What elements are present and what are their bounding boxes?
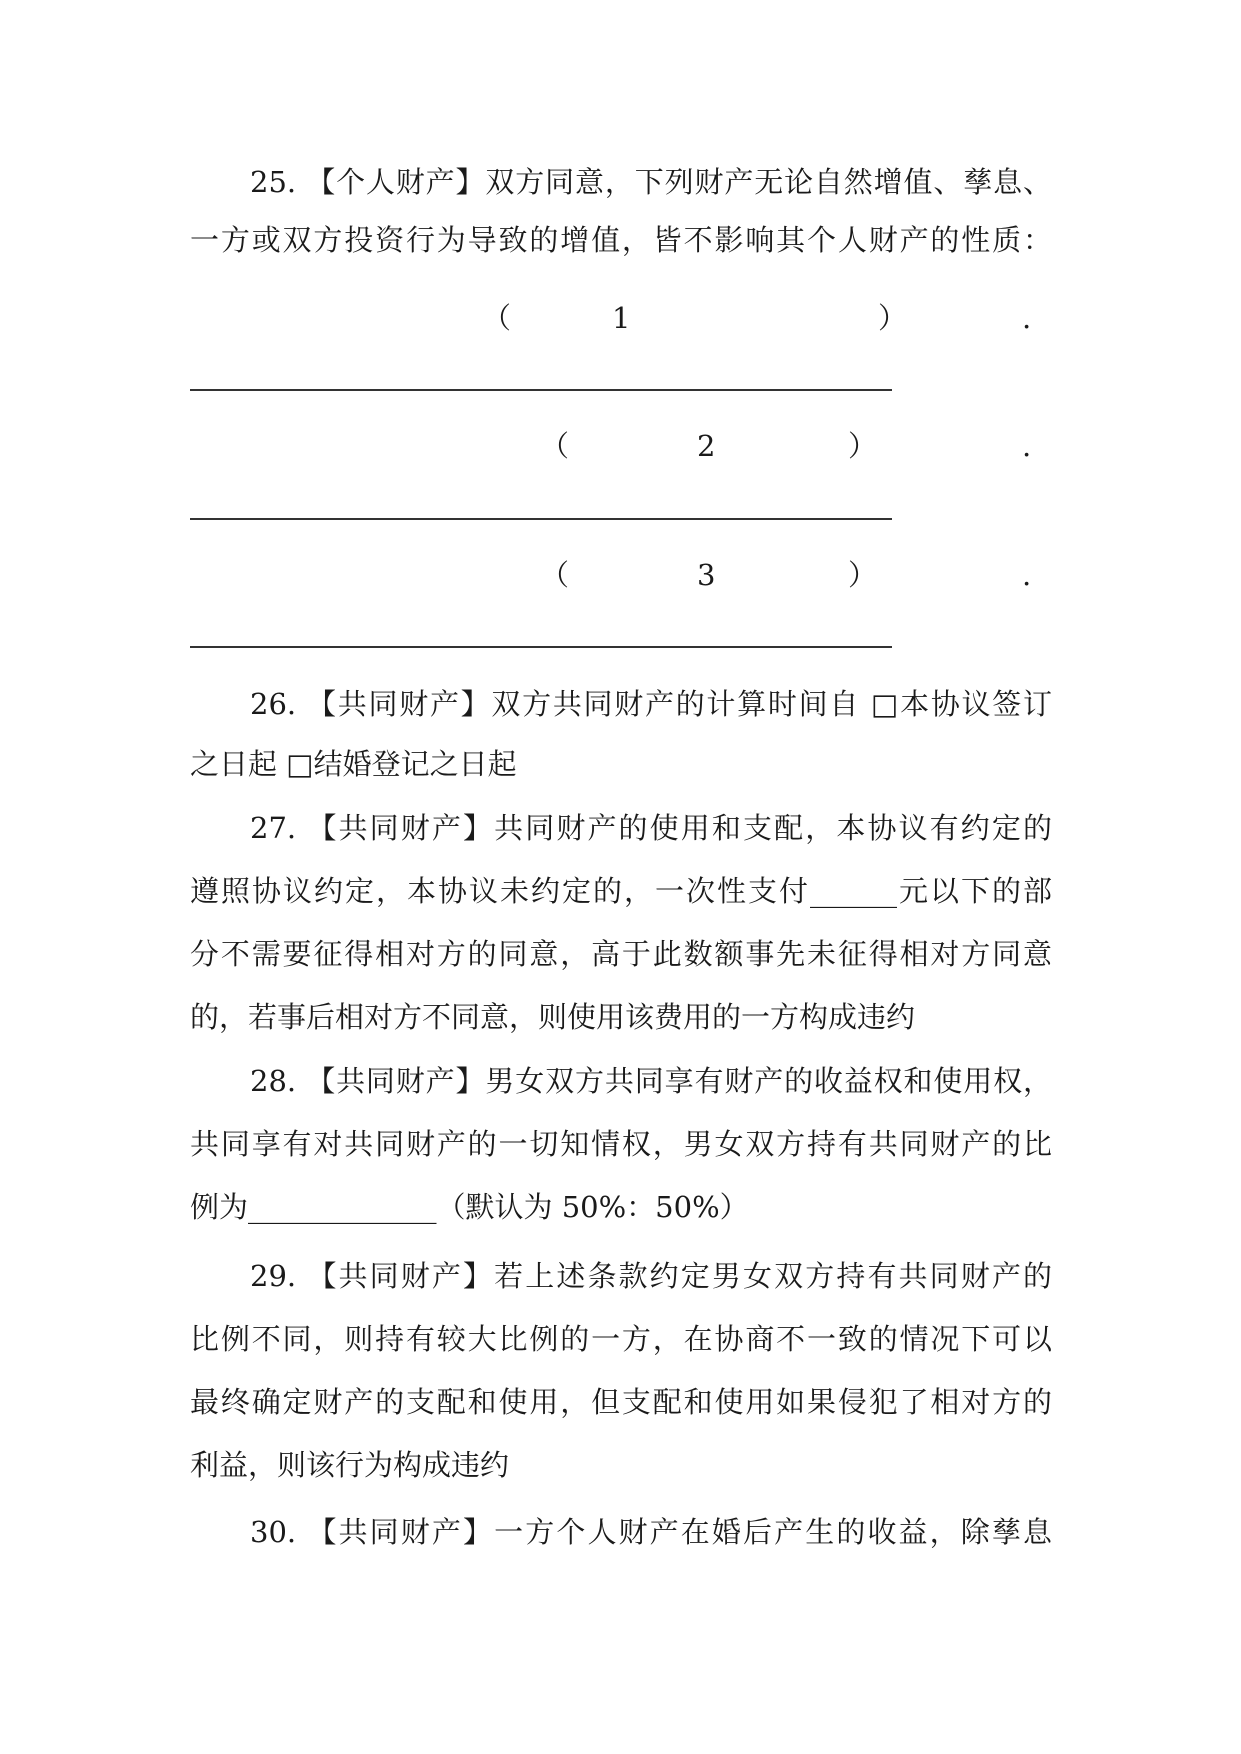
item-2-dot: . — [1022, 429, 1032, 463]
clause-27-line-2: 遵照协议约定，本协议未约定的，一次性支付______元以下的部 — [190, 874, 1052, 908]
item-1-dot: . — [1022, 301, 1032, 335]
clause-29-line-3: 最终确定财产的支配和使用，但支配和使用如果侵犯了相对方的 — [190, 1385, 1052, 1419]
clause-27-line-3: 分不需要征得相对方的同意，高于此数额事先未征得相对方同意 — [190, 937, 1052, 971]
item-1-blank-line — [190, 389, 892, 391]
item-3-blank-line — [190, 646, 892, 648]
item-2-number: 2 — [697, 429, 716, 463]
item-3-dot: . — [1022, 558, 1032, 592]
clause-28-line-2: 共同享有对共同财产的一切知情权，男女双方持有共同财产的比 — [190, 1127, 1052, 1161]
clause-27-line-4: 的，若事后相对方不同意，则使用该费用的一方构成违约 — [190, 1000, 916, 1034]
item-2-open-paren: （ — [540, 429, 570, 463]
clause-29-line-1: 29. 【共同财产】若上述条款约定男女双方持有共同财产的 — [250, 1259, 1052, 1293]
item-1-open-paren: （ — [482, 301, 512, 335]
clause-28-line-3: 例为_____________（默认为 50%：50%） — [190, 1190, 749, 1224]
clause-26-line-2: 之日起 □结婚登记之日起 — [190, 747, 517, 781]
clause-25-line-1: 25. 【个人财产】双方同意，下列财产无论自然增值、孳息、 — [250, 165, 1052, 199]
item-3-close-paren: ） — [848, 558, 878, 592]
item-3-open-paren: （ — [540, 558, 570, 592]
clause-28-line-1: 28. 【共同财产】男女双方共同享有财产的收益权和使用权， — [250, 1064, 1052, 1098]
item-3-number: 3 — [697, 558, 716, 592]
item-1-number: 1 — [612, 301, 631, 335]
clause-25-line-2: 一方或双方投资行为导致的增值，皆不影响其个人财产的性质： — [190, 223, 1052, 257]
item-2-close-paren: ） — [848, 429, 878, 463]
item-2-blank-line — [190, 518, 892, 520]
clause-26-line-1: 26. 【共同财产】双方共同财产的计算时间自 □本协议签订 — [250, 687, 1052, 721]
clause-29-line-2: 比例不同，则持有较大比例的一方，在协商不一致的情况下可以 — [190, 1322, 1052, 1356]
clause-27-line-1: 27. 【共同财产】共同财产的使用和支配，本协议有约定的 — [250, 811, 1052, 845]
item-1-close-paren: ） — [878, 301, 908, 335]
clause-30-line-1: 30. 【共同财产】一方个人财产在婚后产生的收益，除孳息 — [250, 1515, 1052, 1549]
clause-29-line-4: 利益，则该行为构成违约 — [190, 1448, 510, 1482]
